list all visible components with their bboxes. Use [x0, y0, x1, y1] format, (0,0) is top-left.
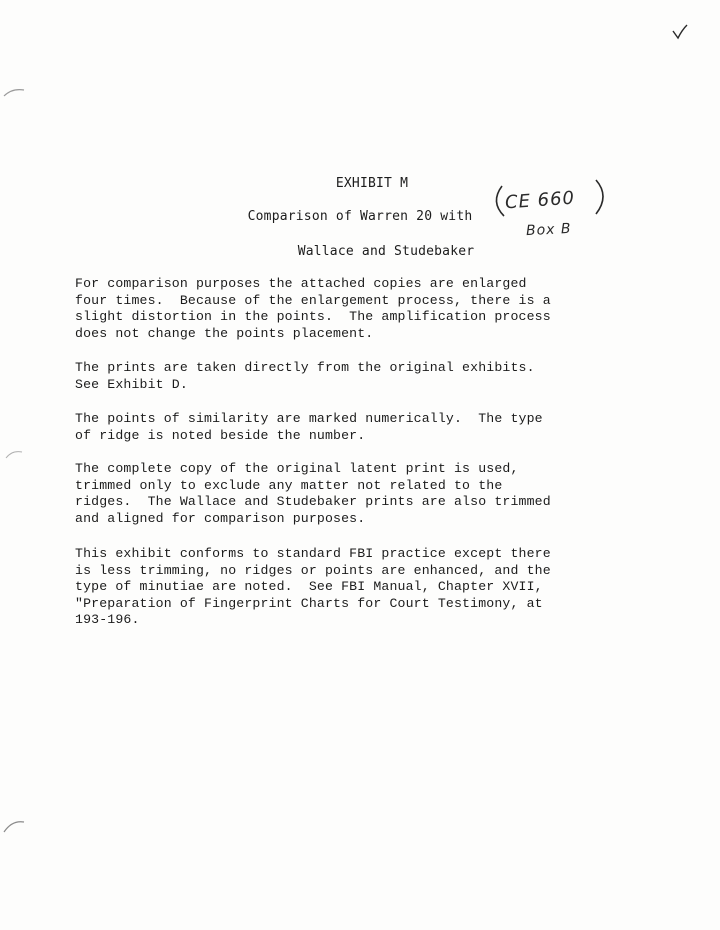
- exhibit-subtitle-line2: Wallace and Studebaker: [297, 244, 475, 259]
- paragraph-fbi-practice: This exhibit conforms to standard FBI practice except there is less trimming, no ridges or points are enhanced, and the type of minutiae are noted. See FBI Manual, Chapter XVII, "Preparation of Fingerprint Charts for Court Testimony, at 193-196.: [75, 546, 551, 628]
- paragraph-prints-source: The prints are taken directly from the original exhibits. See Exhibit D.: [75, 360, 535, 392]
- checkmark-icon: [670, 22, 690, 42]
- handwritten-box-label: Box B: [525, 220, 572, 240]
- punch-hole-marks: [0, 0, 40, 930]
- exhibit-subtitle-line1: Comparison of Warren 20 with: [247, 209, 473, 224]
- paragraph-enlargement: For comparison purposes the attached copies are enlarged four times. Because of the enlargement process, there is a slight distortion in the points. The amplification process does not change the points placement.: [75, 276, 551, 341]
- paragraph-points-similarity: The points of similarity are marked numerically. The type of ridge is noted beside the number.: [75, 411, 543, 443]
- exhibit-title: EXHIBIT M: [335, 176, 409, 191]
- handwritten-ce-number: CE 660: [504, 187, 576, 214]
- paragraph-latent-print: The complete copy of the original latent print is used, trimmed only to exclude any matter not related to the ridges. The Wallace and Studebaker prints are also trimmed and aligned for comparison purposes.: [75, 461, 551, 526]
